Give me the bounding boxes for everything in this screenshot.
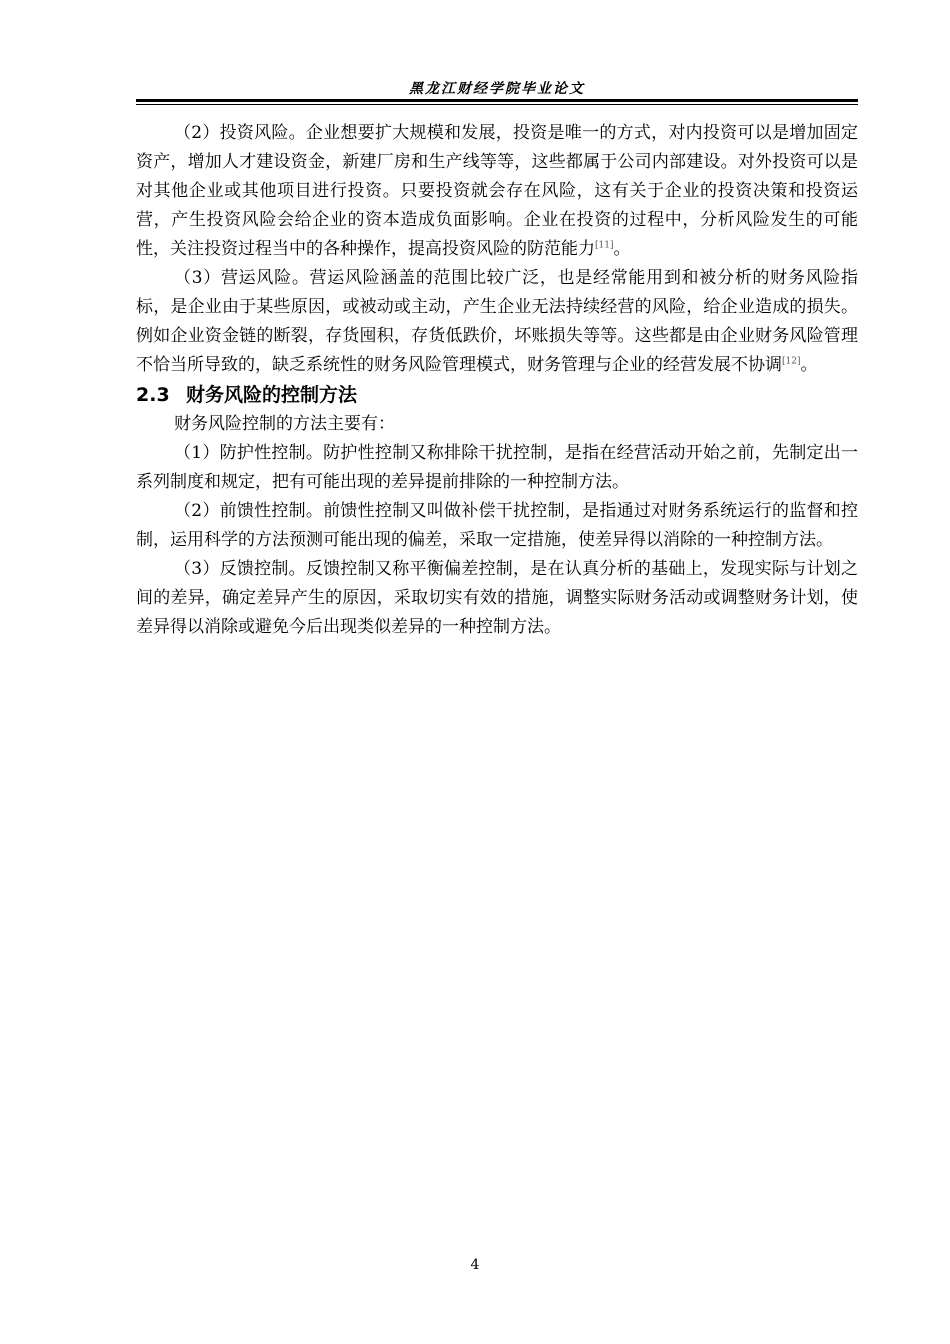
paragraph-investment-risk: （2）投资风险。企业想要扩大规模和发展，投资是唯一的方式，对内投资可以是增加固定资产，增加人才建设资金，新建厂房和生产线等等，这些都属于公司内部建设。对外投资可以是对其他企业或其他项目进行投资。只要投资就会存在风险，这有关于企业的投资决策和投资运营，产生投资风险会给企业的资本造成负面影响。企业在投资的过程中，分析风险发生的可能性，关注投资过程当中的各种操作，提高投资风险的防范能力[11]。 xyxy=(136,123,858,259)
section-heading xyxy=(136,380,858,410)
paragraph-intro: 财务风险控制的方法主要有： xyxy=(174,414,395,434)
page-number: 4 xyxy=(470,1257,480,1273)
section-title: 财务风险的控制方法 xyxy=(186,384,358,406)
citation: [12] xyxy=(782,356,801,367)
header-rule-thick xyxy=(136,99,858,102)
paragraph-feedback-control: （3）反馈控制。反馈控制又称平衡偏差控制，是在认真分析的基础上，发现实际与计划之间的差异，确定差异产生的原因，采取切实有效的措施，调整实际财务活动或调整财务计划，使差异得以消除或避免今后出现类似差异的一种控制方法。 xyxy=(136,559,858,637)
citation: [11] xyxy=(595,240,614,251)
section-number: 2.3 xyxy=(136,384,170,406)
paragraph-preventive-control: （1）防护性控制。防护性控制又称排除干扰控制，是指在经营活动开始之前，先制定出一系列制度和规定，把有可能出现的差异提前排除的一种控制方法。 xyxy=(136,443,858,492)
paragraph-operating-risk: （3）营运风险。营运风险涵盖的范围比较广泛，也是经常能用到和被分析的财务风险指标，是企业由于某些原因，或被动或主动，产生企业无法持续经营的风险，给企业造成的损失。例如企业资金链的断裂，存货囤积，存货低跌价，坏账损失等等。这些都是由企业财务风险管理不恰当所导致的，缺乏系统性的财务风险管理模式，财务管理与企业的经营发展不协调[12]。 xyxy=(136,268,858,375)
paragraph-feedforward-control: （2）前馈性控制。前馈性控制又叫做补偿干扰控制，是指通过对财务系统运行的监督和控制，运用科学的方法预测可能出现的偏差，采取一定措施，使差异得以消除的一种控制方法。 xyxy=(136,501,858,550)
body-text xyxy=(136,119,858,642)
running-header: 黑龙江财经学院毕业论文 xyxy=(409,81,585,97)
header-rule-thin xyxy=(136,104,858,105)
